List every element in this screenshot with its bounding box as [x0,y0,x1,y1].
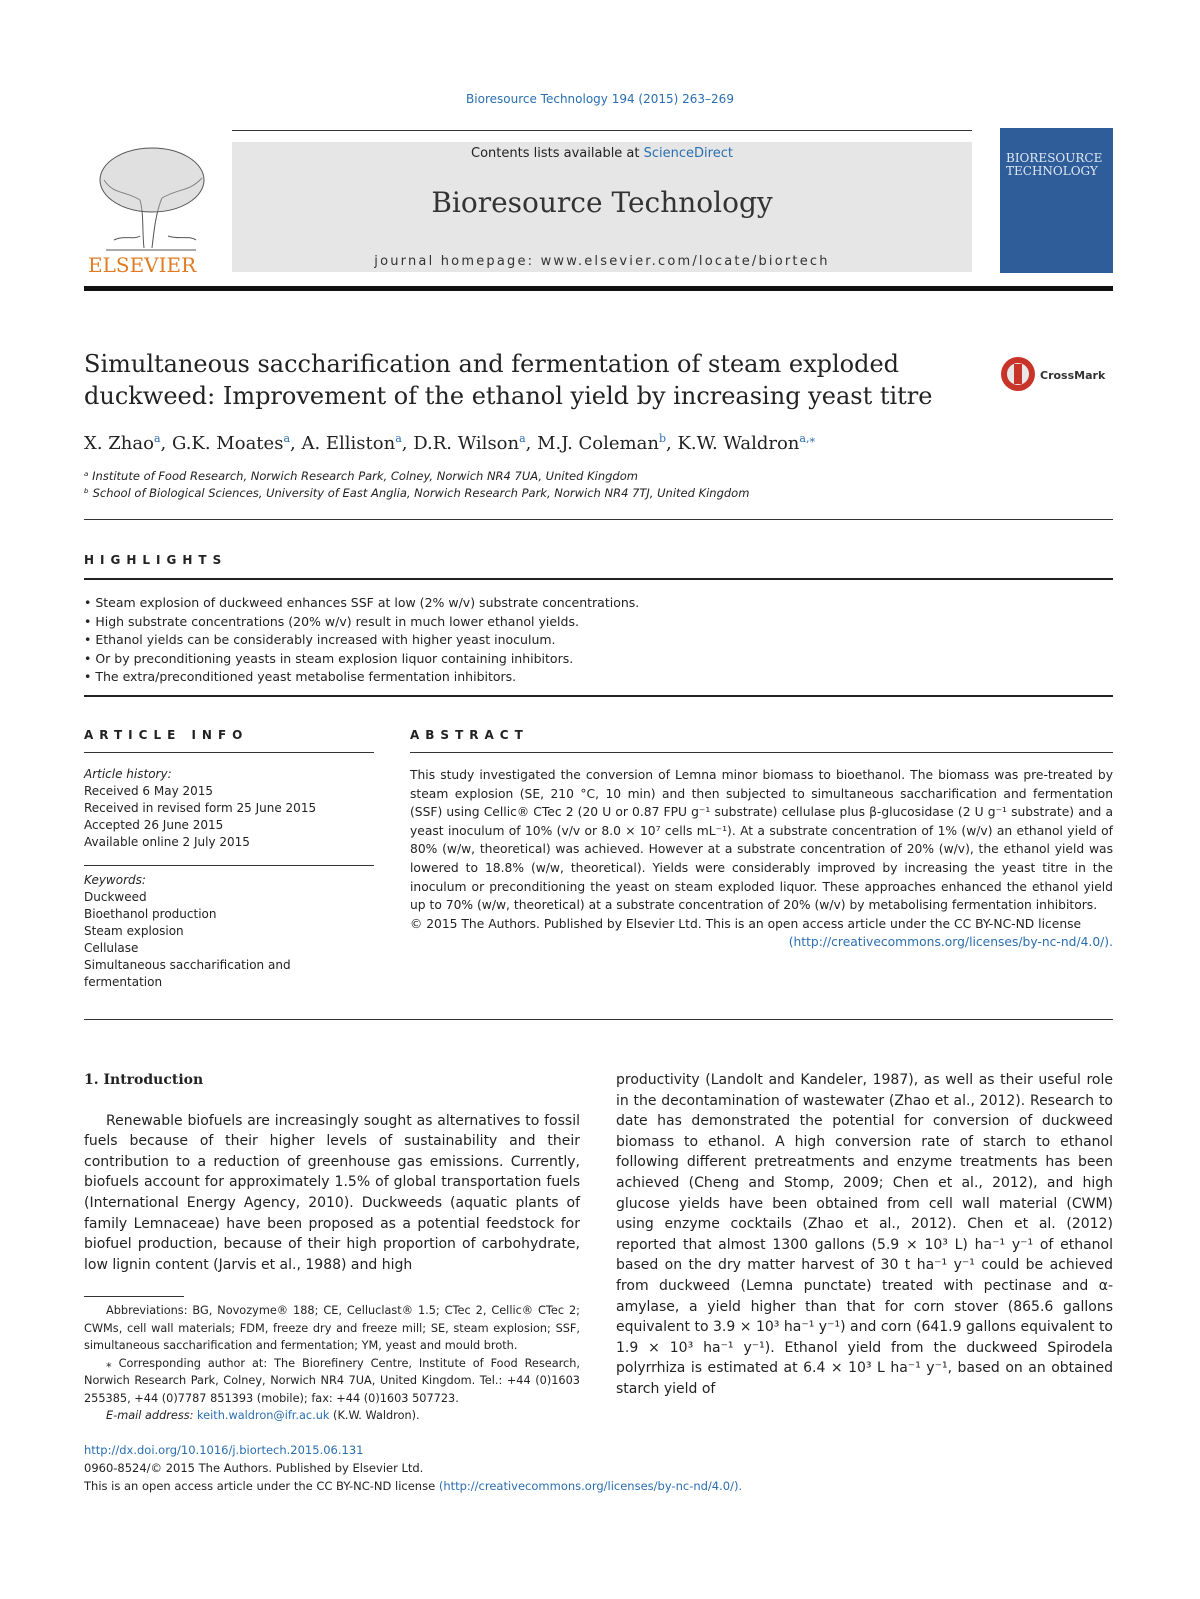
intro-paragraph: Renewable biofuels are increasingly sought as alternatives to fossil fuels because of their higher levels of sustainability and their contribution to a reduction of greenhouse gas emissions. Currently, biofuels account for approximately 1.5% of global transportation fuels (International Energy Agency, 2010). Duckweeds (aquatic plants of family Lemnaceae) have been proposed as a potential feedstock for biofuel production, because of their high proportion of carbohydrate, low lignin content (Jarvis et al., 1988) and high [84,1112,580,1273]
affiliation-b: ᵇ School of Biological Sciences, University of East Anglia, Norwich Research Park, Norwich NR4 7TJ, United Kingdom [84,486,750,500]
footnotes [84,1302,580,1425]
highlight-item: • Steam explosion of duckweed enhances SSF at low (2% w/v) substrate concentrations. [84,595,640,610]
crossmark-badge[interactable] [1000,356,1120,392]
highlights-rule [84,578,1113,580]
crossmark-icon [1000,356,1120,392]
highlights-bottom-rule [84,695,1113,697]
body-column-left [84,1070,580,1275]
email-label: E-mail address: [106,1409,194,1422]
keyword: Duckweed [84,890,147,904]
author-affil-mark[interactable]: b [658,432,666,445]
sciencedirect-link[interactable]: ScienceDirect [643,146,733,161]
crossmark-label: CrossMark [1040,369,1106,382]
doi-link[interactable]: http://dx.doi.org/10.1016/j.biortech.2015.06.131 [84,1443,364,1457]
footnote-corresponding: ⁎ Corresponding author at: The Biorefinery Centre, Institute of Food Research, Norwich Research Park, Colney, Norwich NR4 7UA, United Kingdom. Tel.: +44 (0)1603 255385, +44 (0)7787 851393 (mobile); fax: +44 (0)1603 507723. [84,1356,580,1405]
author[interactable]: A. Elliston [301,433,396,454]
author-list: X. Zhao$^a$, G.K. Moates$^a$, A. Elliston$^a$, D.R. Wilson$^a$, M.J. Coleman$^b$, K.W. Waldron$^{a,⁎}$ [84,432,815,454]
highlights-list [84,594,1114,687]
highlight-item: • Ethanol yields can be considerably increased with higher yeast inoculum. [84,632,556,648]
journal-reference[interactable]: Bioresource Technology 194 (2015) 263–269 [466,92,734,106]
history-online: Available online 2 July 2015 [84,835,250,849]
contents-prefix: Contents lists available at [471,146,640,161]
footnote-abbreviations: Abbreviations: BG, Novozyme® 188; CE, Celluclast® 1.5; CTec 2, Cellic® CTec 2; CWMs, cell wall materials; FDM, freeze dry and freeze mill; SE, steam explosion; SSF, simultaneous saccharification and fermentation; YM, yeast and mould broth. [84,1304,580,1352]
abstract-license-link[interactable]: (http://creativecommons.org/licenses/by-nc-nd/4.0/). [788,935,1113,950]
license-link[interactable]: (http://creativecommons.org/licenses/by-nc-nd/4.0/). [438,1479,743,1493]
author-affil-mark[interactable]: a [283,432,290,445]
author[interactable]: X. Zhao [84,433,154,454]
abstract-bottom-rule [84,1019,1113,1020]
cover-title: BIORESOURCE TECHNOLOGY [1006,151,1103,178]
author-affil-mark[interactable]: a,⁎ [799,432,815,445]
history-label: Article history: [84,767,172,781]
author[interactable]: G.K. Moates [171,433,284,454]
history-revised: Received in revised form 25 June 2015 [84,801,317,815]
header-top-rule [232,130,972,131]
footnote-email-line [84,1407,580,1425]
affiliation-rule [84,519,1113,520]
contents-line [232,146,972,161]
elsevier-logo[interactable] [84,140,224,280]
abstract-rule [410,752,1113,753]
page-footer [84,1441,1084,1495]
article-info [84,766,374,991]
abstract-text: This study investigated the conversion of Lemna minor biomass to bioethanol. The biomass was pre-treated by steam explosion (SE, 210 °C, 10 min) and then subjected to simultaneous saccharification and fermentation (SSF) using Cellic® CTec 2 (20 U or 0.87 FPU g⁻¹ substrate) cellulase plus β-glucosidase (2 U g⁻¹ substrate) and a yeast inoculum of 10% (v/v or 8.0 × 10⁷ cells mL⁻¹). At a substrate concentration of 1% (w/v) an ethanol yield of 80% (w/w, theoretical) was achieved. However at a substrate concentration of 20% (w/v), the ethanol yield was lowered to 18.8% (w/w, theoretical). Yields were considerably improved by increasing the yeast titre in the inoculum or preconditioning the yeast on steam exploded liquor. These approaches enhanced the ethanol yield up to 70% (w/w, theoretical) at a substrate concentration of 20% (w/v) by metabolising fermentation inhibitors. [410,768,1113,913]
author-affil-mark[interactable]: a [153,432,161,445]
email-suffix: (K.W. Waldron). [333,1409,420,1422]
keyword: Steam explosion [84,924,184,938]
abstract-heading: ABSTRACT [410,728,529,742]
article-info-heading: ARTICLE INFO [84,728,249,742]
highlight-item: • High substrate concentrations (20% w/v) result in much lower ethanol yields. [84,613,579,629]
license-line [84,1477,1084,1495]
keyword: Cellulase [84,941,139,955]
journal-homepage[interactable]: journal homepage: www.elsevier.com/locate/biortech [374,254,830,269]
author-affil-mark[interactable]: a [519,432,526,445]
article-title: Simultaneous saccharification and fermentation of steam exploded duckweed: Improvement of the ethanol yield by increasing yeast titre [84,350,933,410]
journal-cover[interactable] [1000,128,1113,273]
keyword: fermentation [84,975,163,989]
license-prefix: This is an open access article under the CC BY-NC-ND license [84,1479,436,1493]
header-bottom-rule [84,286,1113,291]
affiliation-a: ᵃ Institute of Food Research, Norwich Research Park, Colney, Norwich NR4 7UA, United Kingdom [84,469,638,483]
abstract-copyright: © 2015 The Authors. Published by Elsevier Ltd. This is an open access article under the CC BY-NC-ND license [410,916,1082,931]
author[interactable]: D.R. Wilson [413,433,520,454]
highlight-item: • Or by preconditioning yeasts in steam explosion liquor containing inhibitors. [84,650,574,666]
journal-name: Bioresource Technology [431,186,773,219]
keyword: Simultaneous saccharification and [84,958,291,972]
elsevier-wordmark: ELSEVIER [88,253,197,277]
history-accepted: Accepted 26 June 2015 [84,818,224,832]
highlight-item: • The extra/preconditioned yeast metabolise fermentation inhibitors. [84,669,517,685]
issn-line: 0960-8524/© 2015 The Authors. Published by Elsevier Ltd. [84,1461,424,1475]
body-column-right: productivity (Landolt and Kandeler, 1987), as well as their useful role in the decontamination of wastewater (Zhao et al., 2012). Research to date has demonstrated the potential for conversion of duckweed biomass to ethanol. A high conversion rate of starch to ethanol following different pretreatments and enzyme treatments has been achieved (Cheng and Stomp, 2009; Chen et al., 2012), and high glucose yields have been obtained from cell wall material (CWM) using enzyme cocktails (Zhao et al., 2012). Chen et al. (2012) reported that almost 1300 gallons (5.9 × 10³ L) ha⁻¹ y⁻¹ of ethanol based on the dry matter harvest of 30 t ha⁻¹ y⁻¹ could be achieved from duckweed (Lemna punctate) treated with pectinase and α-amylase, a yield higher than that for corn stover (865.6 gallons equivalent to 3.9 × 10³ ha⁻¹ y⁻¹) and corn (641.9 gallons equivalent to 1.9 × 10³ ha⁻¹ y⁻¹). Ethanol yield from the duckweed Spirodela polyrrhiza is estimated at 6.4 × 10³ L ha⁻¹ y⁻¹, based on an obtained starch yield of [616,1072,1113,1397]
highlights-heading: HIGHLIGHTS [84,553,228,567]
elsevier-tree-icon [84,140,224,280]
email-link[interactable]: keith.waldron@ifr.ac.uk [197,1409,330,1422]
section-heading-intro: 1. Introduction [84,1072,204,1088]
abstract-body [410,766,1113,952]
author[interactable]: M.J. Coleman [537,433,659,454]
footnote-rule [84,1296,184,1297]
article-info-rule [84,752,374,753]
author[interactable]: K.W. Waldron [677,433,800,454]
keyword: Bioethanol production [84,907,217,921]
author-affil-mark[interactable]: a [395,432,402,445]
keywords-label: Keywords: [84,865,374,889]
history-received: Received 6 May 2015 [84,784,214,798]
